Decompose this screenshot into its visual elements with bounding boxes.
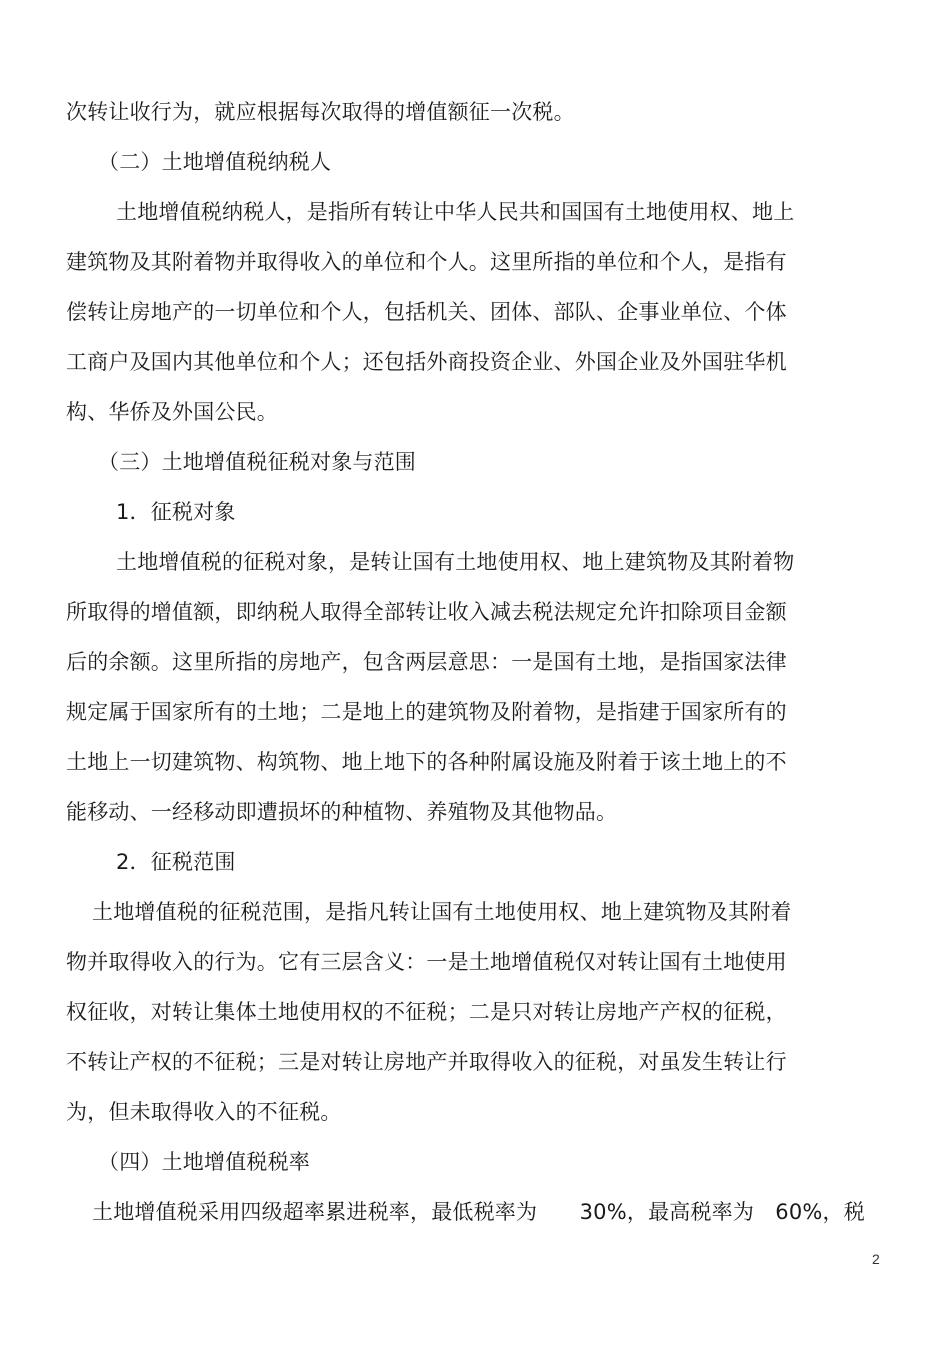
text-line: 为，但未取得收入的不征税。 (66, 1100, 342, 1124)
text-line: 土地增值税采用四级超率累进税率，最低税率为 30%，最高税率为 60%，税 (92, 1200, 865, 1224)
text-line: 规定属于国家所有的土地；二是地上的建筑物及附着物，是指建于国家所有的 (66, 700, 787, 724)
text-line: 土地增值税纳税人，是指所有转让中华人民共和国国有土地使用权、地上 (116, 200, 795, 224)
section-heading: （二）土地增值税纳税人 (98, 150, 332, 174)
text-line: 物并取得收入的行为。它有三层含义：一是土地增值税仅对转让国有土地使用 (66, 950, 787, 974)
page-number: 2 (872, 1251, 880, 1267)
text-line: 土地增值税的征税范围，是指凡转让国有土地使用权、地上建筑物及其附着 (92, 900, 792, 924)
text-line: 工商户及国内其他单位和个人；还包括外商投资企业、外国企业及外国驻华机 (66, 350, 787, 374)
text-line: 建筑物及其附着物并取得收入的单位和个人。这里所指的单位和个人，是指有 (66, 250, 787, 274)
text-line: 构、华侨及外国公民。 (66, 400, 278, 424)
text-line: 所取得的增值额，即纳税人取得全部转让收入减去税法规定允许扣除项目金额 (66, 600, 787, 624)
text-line: 权征收，对转让集体土地使用权的不征税；二是只对转让房地产产权的征税， (66, 1000, 787, 1024)
subsection-heading: 2．征税范围 (116, 850, 236, 874)
text-line: 土地上一切建筑物、构筑物、地上地下的各种附属设施及附着于该土地上的不 (66, 750, 787, 774)
section-heading: （四）土地增值税税率 (98, 1150, 310, 1174)
section-heading: （三）土地增值税征税对象与范围 (98, 450, 416, 474)
text-line: 土地增值税的征税对象，是转让国有土地使用权、地上建筑物及其附着物 (116, 550, 795, 574)
subsection-heading: 1．征税对象 (116, 500, 236, 524)
text-line: 偿转让房地产的一切单位和个人，包括机关、团体、部队、企事业单位、个体 (66, 300, 787, 324)
text-line: 后的余额。这里所指的房地产，包含两层意思：一是国有土地，是指国家法律 (66, 650, 787, 674)
text-line: 不转让产权的不征税；三是对转让房地产并取得收入的征税，对虽发生转让行 (66, 1050, 787, 1074)
text-line: 次转让收行为，就应根据每次取得的增值额征一次税。 (66, 100, 575, 124)
text-line: 能移动、一经移动即遭损坏的种植物、养殖物及其他物品。 (66, 800, 618, 824)
